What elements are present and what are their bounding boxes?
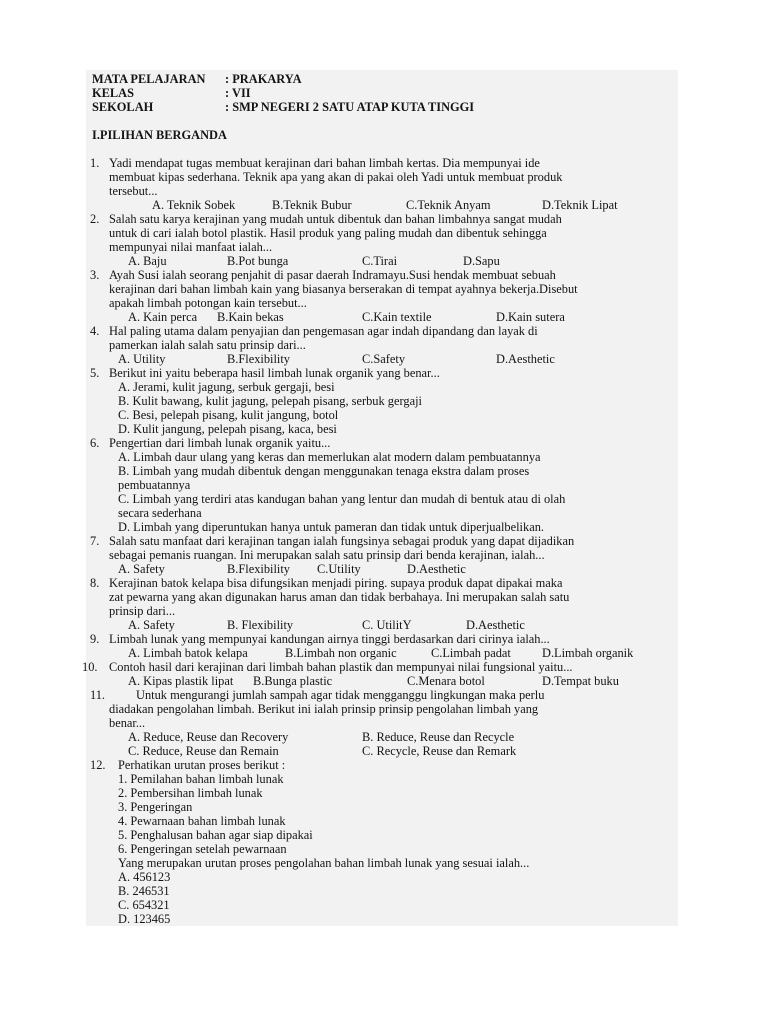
option: B.Limbah non organic: [285, 646, 397, 660]
option: A. Utility: [118, 352, 166, 366]
option: C. Recycle, Reuse dan Remark: [362, 744, 517, 758]
process-step: 1. Pemilahan bahan limbah lunak: [118, 772, 284, 786]
question-text: Untuk mengurangi jumlah sampah agar tidak mengganggu lingkungan maka perlu: [136, 688, 545, 702]
question-text: Yadi mendapat tugas membuat kerajinan dari bahan limbah kertas. Dia mempunyai ide: [109, 156, 540, 170]
option: D. Limbah yang diperuntukan hanya untuk pameran dan tidak untuk diperjualbelikan.: [118, 520, 544, 534]
option: A. Kipas plastik lipat: [128, 674, 234, 688]
question-text: Limbah lunak yang mempunyai kandungan airnya tinggi berdasarkan dari cirinya ialah...: [109, 632, 550, 646]
option: C. Besi, pelepah pisang, kulit jangung, botol: [118, 408, 339, 422]
option: C.Menara botol: [407, 674, 485, 688]
question-number: 3.: [90, 268, 100, 282]
option: B. Flexibility: [227, 618, 294, 632]
option: A. Jerami, kulit jagung, serbuk gergaji, besi: [118, 380, 335, 394]
question-text: apakah limbah potongan kain tersebut...: [109, 296, 307, 310]
section-title: I.PILIHAN BERGANDA: [92, 128, 227, 142]
question-text: Hal paling utama dalam penyajian dan pengemasan agar indah dipandang dan layak di: [109, 324, 538, 338]
option: B.Bunga plastic: [253, 674, 333, 688]
question-number: 12.: [90, 758, 106, 772]
option: secara sederhana: [118, 506, 202, 520]
option: B. Kulit bawang, kulit jagung, pelepah pisang, serbuk gergaji: [118, 394, 422, 408]
question-text: benar...: [109, 716, 146, 730]
option: A. Teknik Sobek: [152, 198, 236, 212]
question-text: Ayah Susi ialah seorang penjahit di pasar daerah Indramayu.Susi hendak membuat sebuah: [109, 268, 556, 282]
option: A. Safety: [128, 618, 175, 632]
option: B.Kain bekas: [217, 310, 284, 324]
option: A. Kain perca: [128, 310, 198, 324]
question-text: prinsip dari...: [109, 604, 176, 618]
option: A. Baju: [128, 254, 167, 268]
question-number: 6.: [90, 436, 100, 450]
option: A. 456123: [118, 870, 171, 884]
option: C. Limbah yang terdiri atas kandugan bahan yang lentur dan mudah di bentuk atau di olah: [118, 492, 566, 506]
option: D.Aesthetic: [496, 352, 555, 366]
subject-value: : PRAKARYA: [225, 72, 302, 86]
option: C. Reduce, Reuse dan Remain: [128, 744, 279, 758]
question-number: 4.: [90, 324, 100, 338]
option: C.Limbah padat: [431, 646, 511, 660]
option: C. UtilitY: [362, 618, 412, 632]
process-step: 5. Penghalusan bahan agar siap dipakai: [118, 828, 313, 842]
option: D.Teknik Lipat: [542, 198, 618, 212]
process-step: 2. Pembersihan limbah lunak: [118, 786, 263, 800]
class-label: KELAS: [92, 86, 135, 100]
option: B. Reduce, Reuse dan Recycle: [362, 730, 515, 744]
question-text: Contoh hasil dari kerajinan dari limbah bahan plastik dan mempunyai nilai fungsional yaitu...: [109, 660, 573, 674]
option: A. Safety: [118, 562, 165, 576]
option: D.Sapu: [463, 254, 500, 268]
question-text: tersebut...: [109, 184, 158, 198]
option: B.Pot bunga: [227, 254, 289, 268]
option: D.Aesthetic: [407, 562, 466, 576]
question-number: 10.: [82, 660, 98, 674]
option: D.Limbah organik: [542, 646, 634, 660]
process-step: 4. Pewarnaan bahan limbah lunak: [118, 814, 286, 828]
option: A. Limbah batok kelapa: [128, 646, 248, 660]
option: C.Tirai: [362, 254, 398, 268]
option: D.Kain sutera: [496, 310, 565, 324]
question-number: 7.: [90, 534, 100, 548]
question-text: untuk di cari ialah botol plastik. Hasil produk yang paling mudah dan dibentuk sehingga: [109, 226, 547, 240]
question-number: 1.: [90, 156, 100, 170]
question-number: 11.: [90, 688, 106, 702]
question-text: kerajinan dari bahan limbah kain yang biasanya berserakan di tempat ayahnya bekerja.Disebut: [109, 282, 578, 296]
option: D.Aesthetic: [466, 618, 525, 632]
option: C.Teknik Anyam: [406, 198, 491, 212]
question-number: 9.: [90, 632, 100, 646]
option: A. Limbah daur ulang yang keras dan memerlukan alat modern dalam pembuatannya: [118, 450, 541, 464]
question-text: Berikut ini yaitu beberapa hasil limbah lunak organik yang benar...: [109, 366, 440, 380]
option: C.Kain textile: [362, 310, 432, 324]
question-text: Yang merupakan urutan proses pengolahan bahan limbah lunak yang sesuai ialah...: [118, 856, 530, 870]
option: D. 123465: [118, 912, 171, 926]
question-number: 2.: [90, 212, 100, 226]
option: D.Tempat buku: [542, 674, 619, 688]
option: pembuatannya: [118, 478, 191, 492]
option: D. Kulit jangung, pelepah pisang, kaca, besi: [118, 422, 337, 436]
option: B.Flexibility: [227, 562, 290, 576]
question-text: Salah satu manfaat dari kerajinan tangan ialah fungsinya sebagai produk yang dapat dijadikan: [109, 534, 575, 548]
question-text: Salah satu karya kerajinan yang mudah untuk dibentuk dan bahan limbahnya sangat mudah: [109, 212, 562, 226]
school-value: : SMP NEGERI 2 SATU ATAP KUTA TINGGI: [225, 100, 475, 114]
option: A. Reduce, Reuse dan Recovery: [128, 730, 289, 744]
school-label: SEKOLAH: [92, 100, 154, 114]
question-text: Pengertian dari limbah lunak organik yaitu...: [109, 436, 331, 450]
option: B. Limbah yang mudah dibentuk dengan menggunakan tenaga ekstra dalam proses: [118, 464, 530, 478]
question-text: pamerkan ialah salah satu prinsip dari...: [109, 338, 306, 352]
subject-label: MATA PELAJARAN: [92, 72, 206, 86]
document-page: [82, 70, 678, 926]
question-text: zat pewarna yang akan digunakan harus aman dan tidak berbahaya. Ini merupakan salah satu: [109, 590, 570, 604]
option: B.Teknik Bubur: [272, 198, 352, 212]
option: B.Flexibility: [227, 352, 290, 366]
question-number: 8.: [90, 576, 100, 590]
option: C.Safety: [362, 352, 406, 366]
class-value: : VII: [225, 86, 251, 100]
question-text: sebagai pemanis ruangan. Ini merupakan salah satu prinsip dari benda kerajinan, ialah...: [109, 548, 545, 562]
question-text: Kerajinan batok kelapa bisa difungsikan menjadi piring. supaya produk dapat dipakai maka: [109, 576, 563, 590]
question-number: 5.: [90, 366, 100, 380]
process-step: 6. Pengeringan setelah pewarnaan: [118, 842, 287, 856]
question-text: membuat kipas sederhana. Teknik apa yang akan di pakai oleh Yadi untuk membuat produk: [109, 170, 563, 184]
question-text: diadakan pengolahan limbah. Berikut ini ialah prinsip prinsip pengolahan limbah yang: [109, 702, 539, 716]
question-text: Perhatikan urutan proses berikut :: [118, 758, 286, 772]
option: B. 246531: [118, 884, 170, 898]
question-text: mempunyai nilai manfaat ialah...: [109, 240, 273, 254]
process-step: 3. Pengeringan: [118, 800, 193, 814]
option: C. 654321: [118, 898, 170, 912]
option: C.Utility: [317, 562, 361, 576]
